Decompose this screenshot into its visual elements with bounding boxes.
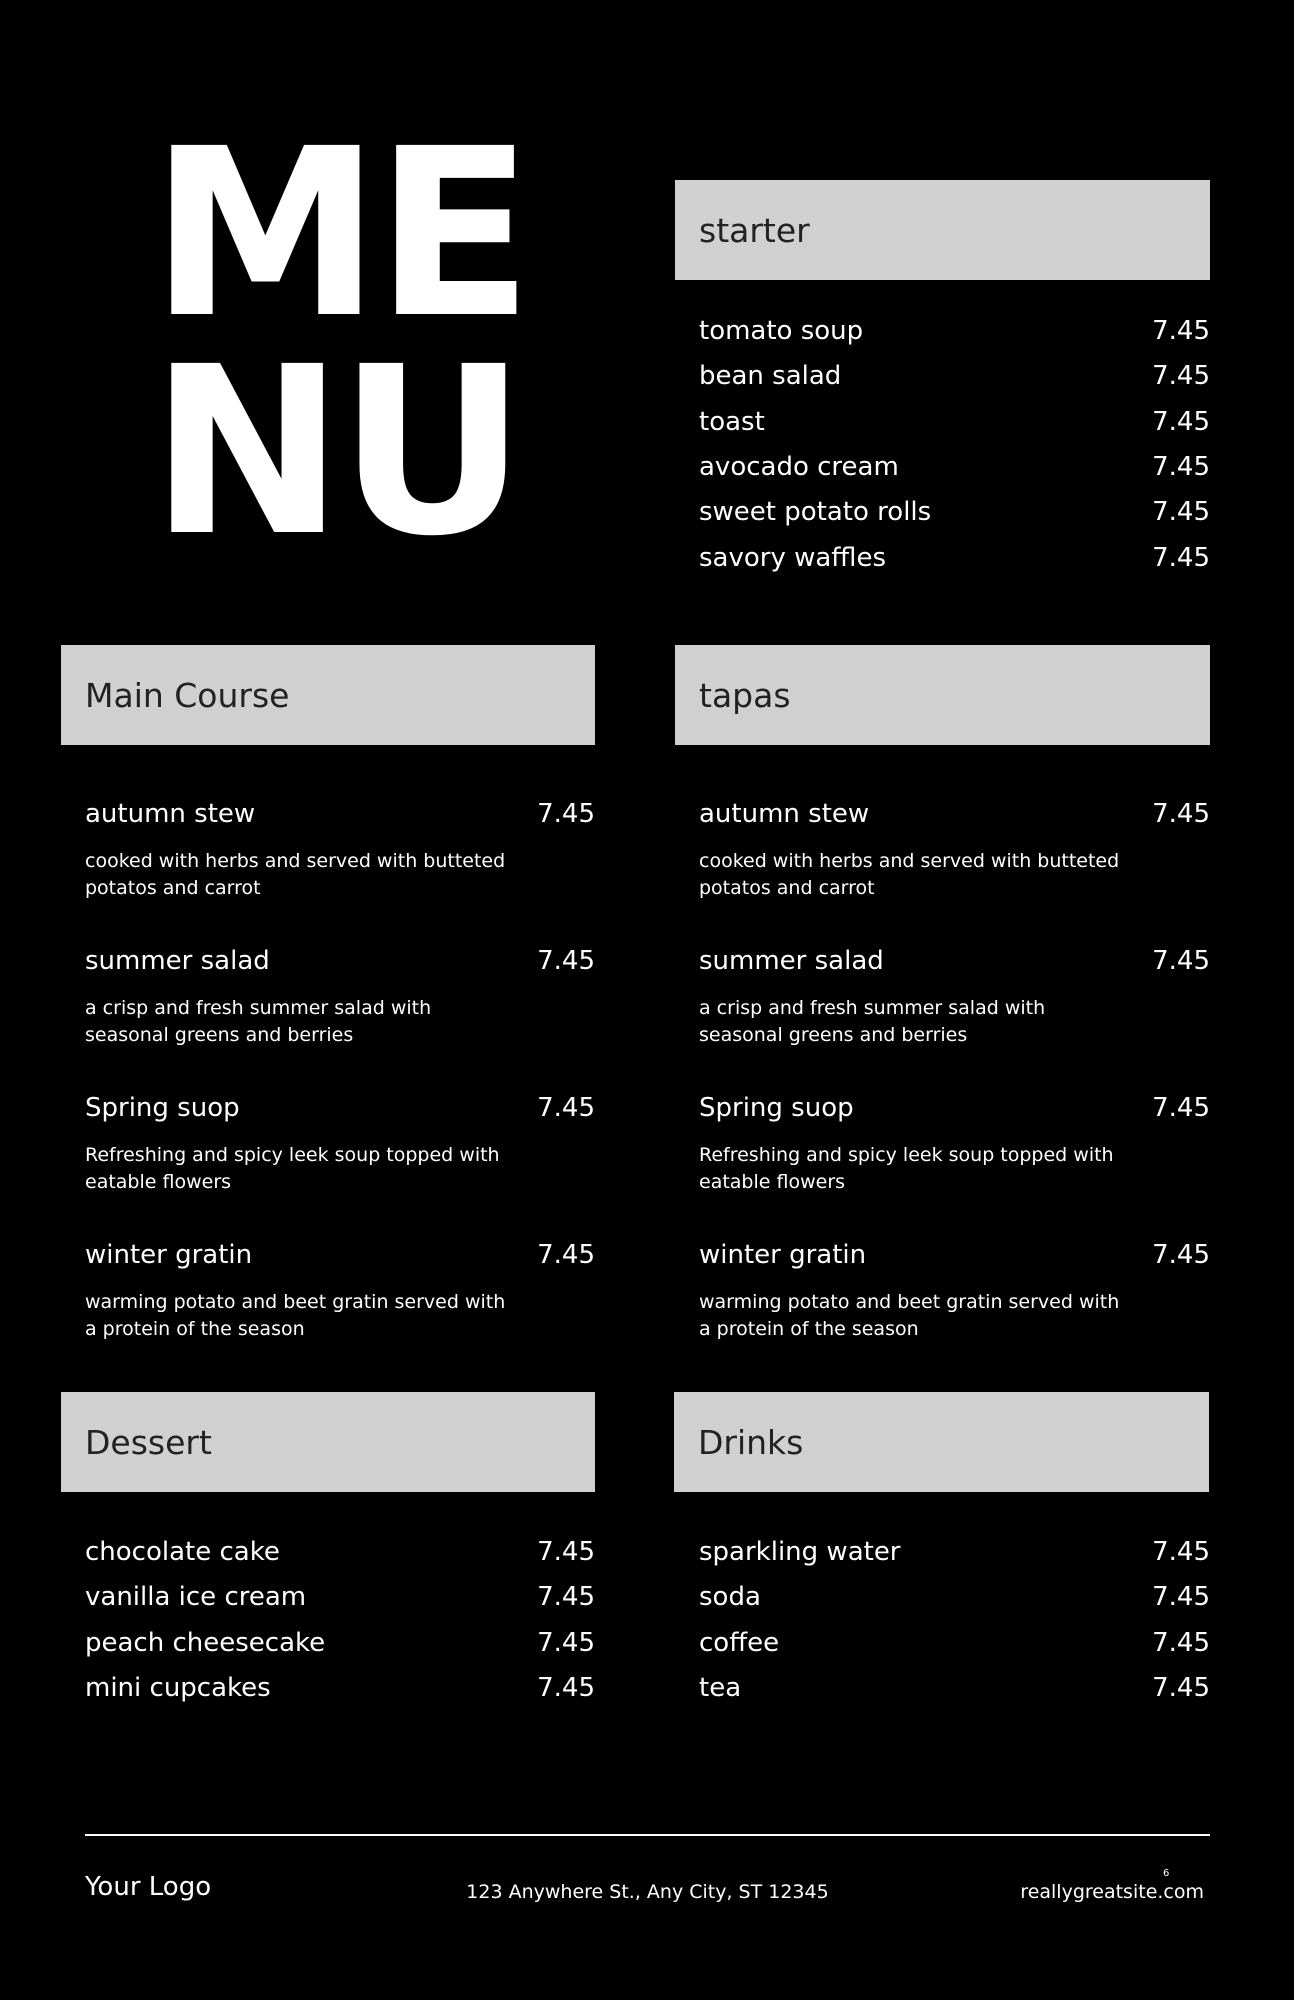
item-name: sparkling water — [699, 1537, 901, 1567]
dessert-item — [85, 1628, 595, 1658]
item-price: 7.45 — [1152, 407, 1210, 437]
item-price: 7.45 — [537, 1673, 595, 1703]
item-description: Refreshing and spicy leek soup topped with eatable flowers — [699, 1144, 1114, 1193]
item-price: 7.45 — [537, 1537, 595, 1567]
item-price: 7.45 — [1152, 1673, 1210, 1703]
item-description: warming potato and beet gratin served with a protein of the season — [699, 1291, 1120, 1340]
tapas-item — [699, 1093, 1210, 1123]
dessert-item — [85, 1582, 595, 1612]
item-name: summer salad — [85, 946, 270, 976]
item-description: cooked with herbs and served with butteted potatos and carrot — [85, 850, 506, 899]
drinks-item — [699, 1582, 1210, 1612]
item-name: tomato soup — [699, 316, 864, 346]
item-name: vanilla ice cream — [85, 1582, 307, 1612]
item-name: bean salad — [699, 361, 842, 391]
footer-address: 123 Anywhere St., Any City, ST 12345 — [466, 1881, 829, 1903]
drinks-item — [699, 1673, 1210, 1703]
tapas-header — [675, 645, 1210, 745]
item-price: 7.45 — [1152, 1093, 1210, 1123]
page-number: 6 — [1163, 1868, 1170, 1879]
item-price: 7.45 — [1152, 452, 1210, 482]
starter-item — [699, 543, 1210, 573]
item-name: coffee — [699, 1628, 780, 1658]
starter-item — [699, 316, 1210, 346]
item-description: Refreshing and spicy leek soup topped with eatable flowers — [85, 1144, 500, 1193]
drinks-heading: Drinks — [698, 1422, 804, 1462]
item-description: a crisp and fresh summer salad with seasonal greens and berries — [85, 997, 432, 1046]
starter-item — [699, 497, 1210, 527]
item-price: 7.45 — [1152, 1537, 1210, 1567]
main-course-item — [85, 1093, 595, 1123]
item-price: 7.45 — [537, 1628, 595, 1658]
item-name: chocolate cake — [85, 1537, 280, 1567]
tapas-item — [699, 946, 1210, 976]
item-name: mini cupcakes — [85, 1673, 271, 1703]
item-name: soda — [699, 1582, 761, 1612]
item-price: 7.45 — [1152, 1582, 1210, 1612]
starter-item — [699, 407, 1210, 437]
item-name: winter gratin — [85, 1240, 253, 1270]
dessert-header — [61, 1392, 595, 1492]
item-name: autumn stew — [699, 799, 870, 829]
item-name: tea — [699, 1673, 742, 1703]
tapas-heading: tapas — [699, 675, 791, 715]
main-course-item — [85, 799, 595, 829]
item-price: 7.45 — [537, 946, 595, 976]
starter-item — [699, 361, 1210, 391]
item-name: sweet potato rolls — [699, 497, 932, 527]
item-price: 7.45 — [537, 1240, 595, 1270]
item-price: 7.45 — [537, 799, 595, 829]
dessert-item — [85, 1537, 595, 1567]
starter-heading: starter — [699, 210, 810, 250]
item-price: 7.45 — [1152, 1628, 1210, 1658]
main-course-item — [85, 1240, 595, 1270]
item-price: 7.45 — [537, 1582, 595, 1612]
main-course-heading: Main Course — [85, 675, 290, 715]
item-price: 7.45 — [1152, 946, 1210, 976]
item-name: summer salad — [699, 946, 884, 976]
item-name: autumn stew — [85, 799, 256, 829]
item-name: Spring suop — [85, 1093, 240, 1123]
tapas-item — [699, 799, 1210, 829]
main-course-item — [85, 946, 595, 976]
item-description: a crisp and fresh summer salad with seasonal greens and berries — [699, 997, 1046, 1046]
item-name: Spring suop — [699, 1093, 854, 1123]
item-price: 7.45 — [1152, 1240, 1210, 1270]
item-price: 7.45 — [537, 1093, 595, 1123]
menu-title-line-2: NU — [150, 317, 521, 587]
item-price: 7.45 — [1152, 316, 1210, 346]
item-name: avocado cream — [699, 452, 899, 482]
main-course-header — [61, 645, 595, 745]
footer-logo: Your Logo — [85, 1872, 212, 1902]
item-price: 7.45 — [1152, 543, 1210, 573]
item-name: savory waffles — [699, 543, 886, 573]
drinks-item — [699, 1537, 1210, 1567]
item-description: cooked with herbs and served with butteted potatos and carrot — [699, 850, 1120, 899]
item-price: 7.45 — [1152, 497, 1210, 527]
item-price: 7.45 — [1152, 361, 1210, 391]
dessert-item — [85, 1673, 595, 1703]
dessert-heading: Dessert — [85, 1422, 212, 1462]
item-name: winter gratin — [699, 1240, 867, 1270]
starter-item — [699, 452, 1210, 482]
footer-divider — [85, 1834, 1210, 1836]
tapas-item — [699, 1240, 1210, 1270]
item-price: 7.45 — [1152, 799, 1210, 829]
menu-title-line-1: ME — [150, 99, 528, 369]
footer-website[interactable]: reallygreatsite.com — [1020, 1881, 1204, 1903]
starter-header — [675, 180, 1210, 280]
item-name: peach cheesecake — [85, 1628, 326, 1658]
item-name: toast — [699, 407, 765, 437]
item-description: warming potato and beet gratin served with a protein of the season — [85, 1291, 506, 1340]
drinks-item — [699, 1628, 1210, 1658]
drinks-header — [674, 1392, 1209, 1492]
